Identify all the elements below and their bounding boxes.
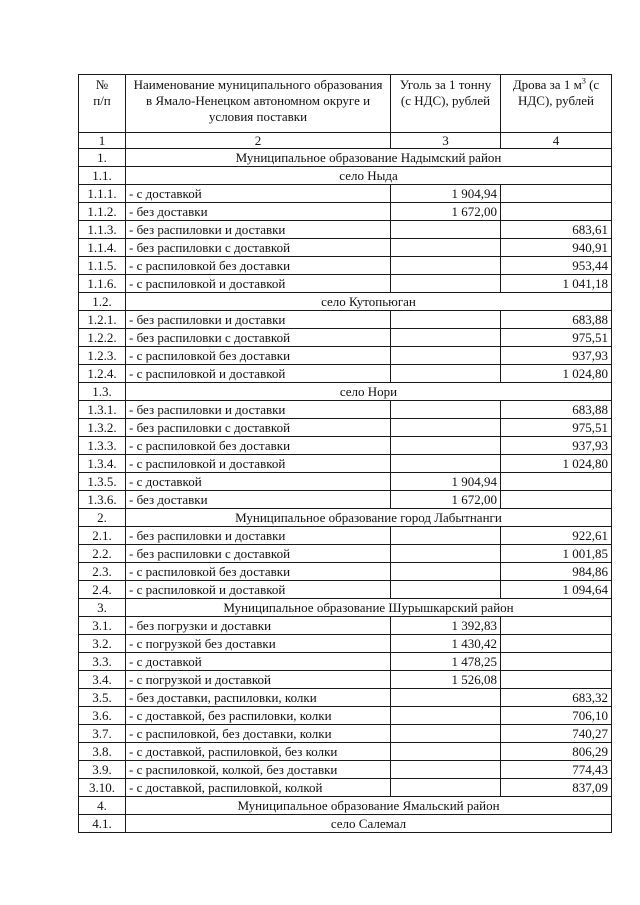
wood-price: 984,86: [501, 563, 612, 581]
section-row: [79, 383, 612, 401]
table-row: [79, 239, 612, 257]
delivery-condition: - с распиловкой без доставки: [126, 437, 391, 455]
row-number: 1.2.2.: [79, 329, 126, 347]
coal-price: 1 526,08: [391, 671, 501, 689]
section-row: [79, 167, 612, 185]
column-index-row: [79, 133, 612, 149]
row-number: 3.2.: [79, 635, 126, 653]
delivery-condition: - с распиловкой и доставкой: [126, 275, 391, 293]
column-index-4: 4: [501, 133, 612, 149]
row-number: 3.7.: [79, 725, 126, 743]
wood-price: 1 024,80: [501, 365, 612, 383]
wood-price: 953,44: [501, 257, 612, 275]
table-row: [79, 401, 612, 419]
wood-price: 1 041,18: [501, 275, 612, 293]
row-number: 1.2.3.: [79, 347, 126, 365]
delivery-condition: - с распиловкой и доставкой: [126, 581, 391, 599]
coal-price: [391, 725, 501, 743]
tariff-document: [78, 74, 611, 833]
table-row: [79, 671, 612, 689]
header-wood-before: Дрова за 1 м: [512, 77, 582, 92]
coal-price: [391, 275, 501, 293]
row-number: 1.: [79, 149, 126, 167]
section-row: [79, 149, 612, 167]
delivery-condition: - с доставкой: [126, 653, 391, 671]
row-number: 1.1.4.: [79, 239, 126, 257]
coal-price: [391, 347, 501, 365]
delivery-condition: - с погрузкой без доставки: [126, 635, 391, 653]
delivery-condition: - без доставки: [126, 203, 391, 221]
header-number: [79, 75, 126, 133]
coal-price: [391, 689, 501, 707]
table-row: [79, 203, 612, 221]
wood-price: [501, 491, 612, 509]
row-number: 3.5.: [79, 689, 126, 707]
delivery-condition: - с доставкой, без распиловки, колки: [126, 707, 391, 725]
row-number: 1.2.: [79, 293, 126, 311]
table-row: [79, 653, 612, 671]
row-number: 2.1.: [79, 527, 126, 545]
row-number: 2.2.: [79, 545, 126, 563]
wood-price: 683,88: [501, 401, 612, 419]
wood-price: 1 001,85: [501, 545, 612, 563]
coal-price: [391, 329, 501, 347]
coal-price: [391, 707, 501, 725]
row-number: 3.: [79, 599, 126, 617]
wood-price: [501, 671, 612, 689]
coal-price: [391, 581, 501, 599]
table-row: [79, 689, 612, 707]
wood-price: [501, 635, 612, 653]
header-number-symbol: №: [95, 77, 109, 92]
section-row: [79, 509, 612, 527]
header-wood-after: (с НДС), рублей: [518, 77, 600, 108]
wood-price: 937,93: [501, 347, 612, 365]
wood-price: 937,93: [501, 437, 612, 455]
row-number: 1.3.4.: [79, 455, 126, 473]
column-index-2: 2: [126, 133, 391, 149]
delivery-condition: - с погрузкой и доставкой: [126, 671, 391, 689]
table-row: [79, 275, 612, 293]
delivery-condition: - без доставки: [126, 491, 391, 509]
row-number: 3.3.: [79, 653, 126, 671]
coal-price: 1 672,00: [391, 491, 501, 509]
table-row: [79, 221, 612, 239]
row-number: 1.1.3.: [79, 221, 126, 239]
wood-price: 922,61: [501, 527, 612, 545]
section-title: Муниципальное образование город Лабытнанги: [126, 509, 612, 527]
row-number: 3.9.: [79, 761, 126, 779]
table-row: [79, 779, 612, 797]
coal-price: 1 392,83: [391, 617, 501, 635]
coal-price: [391, 311, 501, 329]
delivery-condition: - без погрузки и доставки: [126, 617, 391, 635]
row-number: 3.1.: [79, 617, 126, 635]
coal-price: [391, 761, 501, 779]
row-number: 1.1.6.: [79, 275, 126, 293]
table-row: [79, 347, 612, 365]
delivery-condition: - без распиловки с доставкой: [126, 329, 391, 347]
coal-price: [391, 437, 501, 455]
wood-price: [501, 185, 612, 203]
coal-price: [391, 743, 501, 761]
wood-price: 774,43: [501, 761, 612, 779]
table-row: [79, 743, 612, 761]
row-number: 1.2.4.: [79, 365, 126, 383]
wood-price: [501, 653, 612, 671]
wood-price: 806,29: [501, 743, 612, 761]
table-row: [79, 437, 612, 455]
wood-price: [501, 203, 612, 221]
wood-price: 940,91: [501, 239, 612, 257]
delivery-condition: - без распиловки с доставкой: [126, 239, 391, 257]
coal-price: [391, 563, 501, 581]
wood-price: 740,27: [501, 725, 612, 743]
coal-price: [391, 221, 501, 239]
table-row: [79, 617, 612, 635]
coal-price: [391, 779, 501, 797]
wood-price: 975,51: [501, 419, 612, 437]
delivery-condition: - с доставкой, распиловкой, колкой: [126, 779, 391, 797]
wood-price: 683,88: [501, 311, 612, 329]
row-number: 1.3.2.: [79, 419, 126, 437]
wood-price: 683,61: [501, 221, 612, 239]
header-number-label: п/п: [93, 93, 111, 108]
delivery-condition: - с распиловкой, без доставки, колки: [126, 725, 391, 743]
section-row: [79, 599, 612, 617]
delivery-condition: - без распиловки с доставкой: [126, 419, 391, 437]
delivery-condition: - без доставки, распиловки, колки: [126, 689, 391, 707]
row-number: 1.3.3.: [79, 437, 126, 455]
row-number: 1.1.2.: [79, 203, 126, 221]
delivery-condition: - с доставкой: [126, 473, 391, 491]
coal-price: [391, 365, 501, 383]
section-title: Муниципальное образование Надымский район: [126, 149, 612, 167]
table-row: [79, 311, 612, 329]
delivery-condition: - с распиловкой и доставкой: [126, 365, 391, 383]
row-number: 4.1.: [79, 815, 126, 833]
delivery-condition: - с распиловкой и доставкой: [126, 455, 391, 473]
section-title: Муниципальное образование Ямальский район: [126, 797, 612, 815]
wood-price: [501, 473, 612, 491]
coal-price: [391, 419, 501, 437]
section-title: село Салемал: [126, 815, 612, 833]
section-row: [79, 293, 612, 311]
wood-price: 706,10: [501, 707, 612, 725]
table-row: [79, 185, 612, 203]
coal-price: 1 672,00: [391, 203, 501, 221]
table-row: [79, 365, 612, 383]
row-number: 1.1.5.: [79, 257, 126, 275]
wood-price: 837,09: [501, 779, 612, 797]
coal-price: [391, 401, 501, 419]
section-row: [79, 815, 612, 833]
delivery-condition: - без распиловки и доставки: [126, 221, 391, 239]
table-row: [79, 761, 612, 779]
coal-price: 1 904,94: [391, 473, 501, 491]
coal-price: [391, 239, 501, 257]
row-number: 2.4.: [79, 581, 126, 599]
header-wood-sup: 3: [581, 76, 586, 86]
coal-price: 1 904,94: [391, 185, 501, 203]
delivery-condition: - с доставкой: [126, 185, 391, 203]
row-number: 1.2.1.: [79, 311, 126, 329]
wood-price: 683,32: [501, 689, 612, 707]
table-row: [79, 563, 612, 581]
price-table: [78, 74, 612, 833]
table-row: [79, 491, 612, 509]
header-coal: Уголь за 1 тонну (с НДС), рублей: [391, 75, 501, 133]
table-row: [79, 473, 612, 491]
delivery-condition: - без распиловки с доставкой: [126, 545, 391, 563]
delivery-condition: - без распиловки и доставки: [126, 527, 391, 545]
table-row: [79, 581, 612, 599]
row-number: 1.3.6.: [79, 491, 126, 509]
delivery-condition: - без распиловки и доставки: [126, 401, 391, 419]
section-title: село Ныда: [126, 167, 612, 185]
row-number: 2.3.: [79, 563, 126, 581]
wood-price: [501, 617, 612, 635]
delivery-condition: - с распиловкой, колкой, без доставки: [126, 761, 391, 779]
row-number: 3.4.: [79, 671, 126, 689]
coal-price: [391, 527, 501, 545]
coal-price: [391, 257, 501, 275]
row-number: 3.10.: [79, 779, 126, 797]
column-index-3: 3: [391, 133, 501, 149]
column-index-1: 1: [79, 133, 126, 149]
delivery-condition: - с доставкой, распиловкой, без колки: [126, 743, 391, 761]
row-number: 4.: [79, 797, 126, 815]
row-number: 1.3.: [79, 383, 126, 401]
table-row: [79, 257, 612, 275]
wood-price: 1 094,64: [501, 581, 612, 599]
header-wood: [501, 75, 612, 133]
row-number: 1.3.5.: [79, 473, 126, 491]
wood-price: 1 024,80: [501, 455, 612, 473]
delivery-condition: - с распиловкой без доставки: [126, 257, 391, 275]
price-table-body: [79, 75, 612, 833]
delivery-condition: - без распиловки и доставки: [126, 311, 391, 329]
row-number: 1.1.: [79, 167, 126, 185]
table-row: [79, 329, 612, 347]
coal-price: [391, 545, 501, 563]
coal-price: [391, 455, 501, 473]
row-number: 2.: [79, 509, 126, 527]
wood-price: 975,51: [501, 329, 612, 347]
table-row: [79, 707, 612, 725]
table-row: [79, 419, 612, 437]
section-title: село Нори: [126, 383, 612, 401]
section-title: село Кутопьюган: [126, 293, 612, 311]
coal-price: 1 430,42: [391, 635, 501, 653]
row-number: 1.1.1.: [79, 185, 126, 203]
table-row: [79, 635, 612, 653]
section-title: Муниципальное образование Шурышкарский район: [126, 599, 612, 617]
header-name: Наименование муниципального образования в Ямало-Ненецком автономном округе и условия поставки: [126, 75, 391, 133]
table-header-row: [79, 75, 612, 133]
table-row: [79, 455, 612, 473]
section-row: [79, 797, 612, 815]
table-row: [79, 725, 612, 743]
row-number: 3.8.: [79, 743, 126, 761]
row-number: 3.6.: [79, 707, 126, 725]
coal-price: 1 478,25: [391, 653, 501, 671]
row-number: 1.3.1.: [79, 401, 126, 419]
table-row: [79, 545, 612, 563]
delivery-condition: - с распиловкой без доставки: [126, 347, 391, 365]
delivery-condition: - с распиловкой без доставки: [126, 563, 391, 581]
table-row: [79, 527, 612, 545]
